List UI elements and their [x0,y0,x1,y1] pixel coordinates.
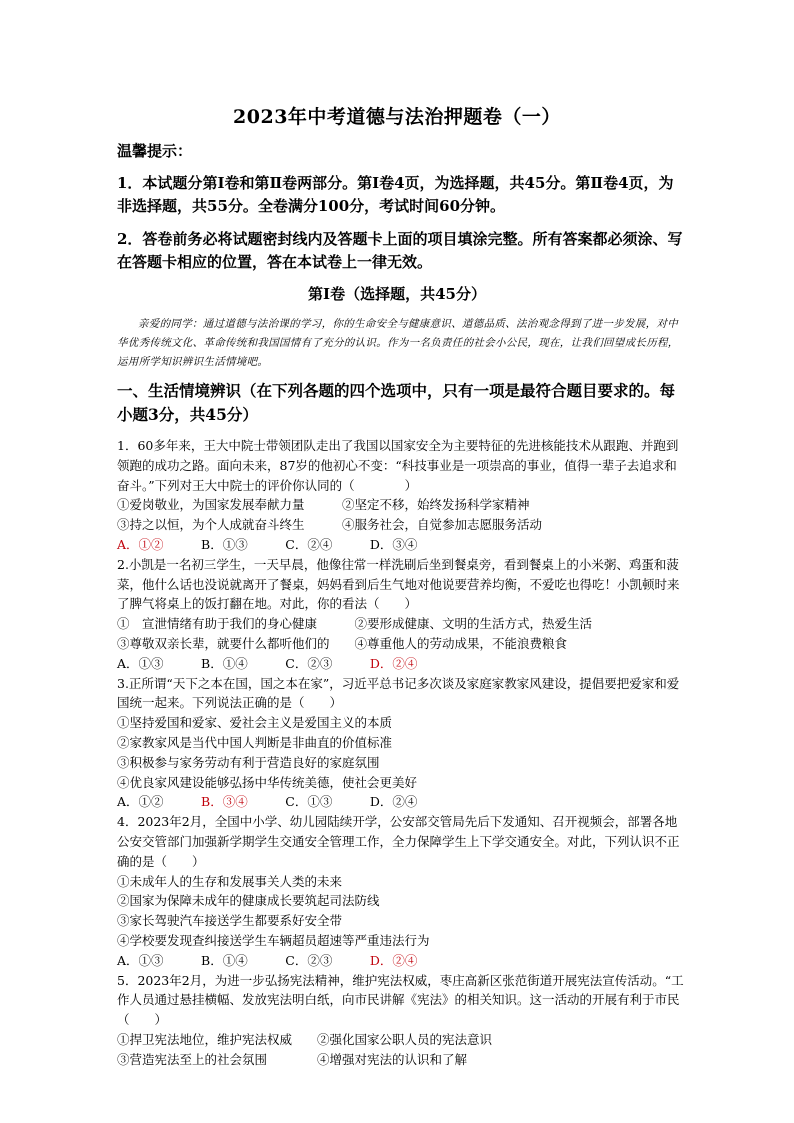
answer-option: B．③④ [201,794,248,810]
question-1 [117,436,689,555]
question-5 [117,971,689,1070]
note-1: 1．本试题分第Ⅰ卷和第Ⅱ卷两部分。第Ⅰ卷4页，为选择题，共45分。第Ⅱ卷4页，为非选择题，共55分。全卷满分100分，考试时间60分钟。 [117,174,674,215]
answer-option: D．②④ [369,794,418,810]
statement-item: ③积极参与家务劳动有利于营造良好的家庭氛围 [117,754,380,770]
statement-item: ③持之以恒，为个人成就奋斗终生 ④服务社会，自觉参加志愿服务活动 [117,517,543,533]
statement-item: ③尊敬双亲长辈，就要什么都听他们的 ④尊重他人的劳动成果，不能浪费粮食 [117,635,568,651]
question-stem: 4．2023年2月，全国中小学、幼儿园陆续开学，公安部交管局先后下发通知、召开视频会，部署各地公安交管部门加强新学期学生交通安全管理工作，全力保障学生上下学交通安全。对此，下列认识不正确的是（ ） [117,814,680,869]
answer-option: C．①③ [285,794,333,810]
answer-option: C．②③ [285,952,333,968]
answer-option: D．③④ [369,536,418,552]
answer-options [117,792,689,812]
question-stem: 3.正所谓“天下之本在国，国之本在家”，习近平总书记多次谈及家庭家教家风建设，提倡要把爱家和爱国统一起来。下列说法正确的是（ ） [117,675,680,711]
statement-item: ②国家为保障未成年的健康成长要筑起司法防线 [117,893,380,909]
question-4 [117,812,689,970]
answer-option: C．②③ [285,655,333,671]
part-title: 第Ⅰ卷（选择题，共45分） [308,285,486,303]
exam-title: 2023年中考道德与法治押题卷（一） [233,106,561,128]
section-title: 一、生活情境辨识（在下列各题的四个选项中，只有一项是最符合题目要求的。每小题3分，共45分） [117,381,676,424]
answer-options [117,535,689,555]
note-2: 2．答卷前务必将试题密封线内及答题卡上面的项目填涂完整。所有答案都必须涂、写在答题卡相应的位置，答在本试卷上一律无效。 [117,230,683,271]
question-stem: 2.小凯是一名初三学生，一天早晨，他像往常一样洗刷后坐到餐桌旁，看到餐桌上的小米粥、鸡蛋和菠菜，他什么话也没说就离开了餐桌，妈妈看到后生气地对他说要营养均衡，不爱吃也得吃！小凯顿时来了脾气将桌上的饭打翻在地。对此，你的看法（ ） [117,556,680,612]
question-stem: 5．2023年2月，为进一步弘扬宪法精神，维护宪法权威，枣庄高新区张范街道开展宪法宣传活动。“工作人员通过悬挂横幅、发放宪法明白纸，向市民讲解《宪法》的相关知识。这一活动的开展有利于市民（ ） [117,972,684,1028]
statement-item: ③营造宪法至上的社会氛围 ④增强对宪法的认识和了解 [117,1051,468,1067]
statement-item: ① 宣泄情绪有助于我们的身心健康 ②要形成健康、文明的生活方式，热爱生活 [117,616,593,632]
answer-option: B．①④ [201,655,248,671]
hint-label: 温馨提示： [117,142,193,160]
statement-item: ④优良家风建设能够弘扬中华传统美德，使社会更美好 [117,774,418,790]
question-3 [117,674,689,813]
answer-option: A．①③ [117,952,164,968]
statement-item: ①捍卫宪法地位，维护宪法权威 ②强化国家公职人员的宪法意识 [117,1031,493,1047]
statement-item: ④学校要发现查纠接送学生车辆超员超速等严重违法行为 [117,932,430,948]
answer-option: D．②④ [369,952,418,968]
answer-option: A．①② [117,536,164,552]
statement-item: ①爱岗敬业，为国家发展奉献力量 ②坚定不移，始终发扬科学家精神 [117,497,530,513]
question-stem: 1．60多年来，王大中院士带领团队走出了我国以国家安全为主要特征的先进核能技术从跟跑、并跑到领跑的成功之路。面向未来，87岁的他初心不变：“科技事业是一项崇高的事业，值得一辈子去追求和奋斗。”下列对王大中院士的评价你认同的（ ） [117,438,679,493]
answer-option: B．①③ [201,536,248,552]
answer-option: A．①② [117,794,164,810]
statement-item: ①坚持爱国和爱家、爱社会主义是爱国主义的本质 [117,715,393,731]
question-list [117,436,689,1070]
question-2 [117,555,689,674]
answer-option: D．②④ [369,655,418,671]
answer-options [117,951,689,971]
answer-option: C．②④ [285,536,333,552]
answer-option: A．①③ [117,655,164,671]
statement-item: ①未成年人的生存和发展事关人类的未来 [117,873,343,889]
intro-paragraph: 亲爱的同学：通过道德与法治课的学习，你的生命安全与健康意识、道德品质、法治观念得到了进一步发展，对中华优秀传统文化、革命传统和我国国情有了充分的认识。作为一名负责任的社会小公民，现在，让我们回望成长历程，运用所学知识辨识生活情境吧。 [117,318,679,368]
statement-item: ③家长驾驶汽车接送学生都要系好安全带 [117,913,343,929]
answer-option: B．①④ [201,952,248,968]
statement-item: ②家教家风是当代中国人判断是非曲直的价值标准 [117,734,393,750]
answer-options [117,654,689,674]
